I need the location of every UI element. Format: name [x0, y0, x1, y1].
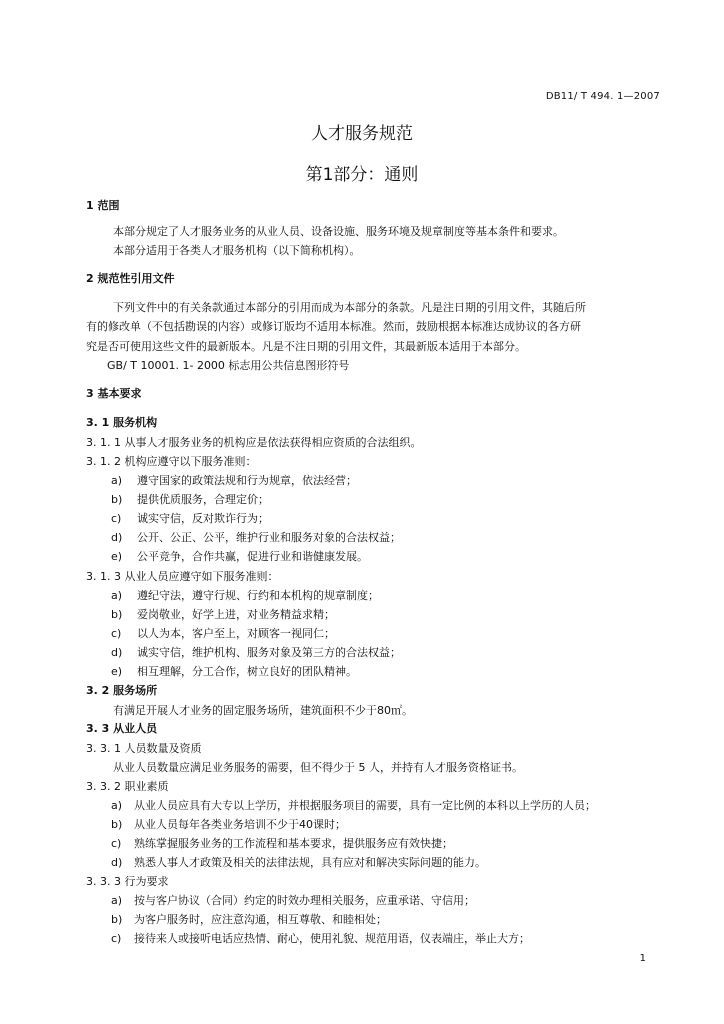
list-item-text: 按与客户协议（合同）约定的时效办理相关服务，应重承诺、守信用；	[134, 894, 475, 907]
list-item-label: a)	[111, 799, 123, 812]
section-3-2-para: 有满足开展人才业务的固定服务场所，建筑面积不少于80㎡。	[113, 704, 413, 717]
section-3-3-heading: 3. 3 从业人员	[86, 722, 158, 735]
list-item-text: 诚实守信，反对欺诈行为；	[137, 512, 269, 525]
list-item-label: e)	[111, 665, 123, 678]
document-title: 人才服务规范	[311, 124, 413, 144]
section-3-1-3: 3. 1. 3 从业人员应遵守如下服务准则：	[86, 570, 279, 583]
section-2-reference: GB/ T 10001. 1- 2000 标志用公共信息图形符号	[107, 359, 350, 372]
section-3-3-1-para: 从业人员数量应满足业务服务的需要，但不得少于 5 人，并持有人才服务资格证书。	[113, 761, 523, 774]
list-item-text: 公平竞争，合作共赢，促进行业和谐健康发展。	[137, 550, 368, 563]
list-item-text: 从业人员每年各类业务培训不少于40课时；	[134, 818, 346, 831]
list-item-label: a)	[111, 474, 123, 487]
list-item-label: d)	[111, 856, 123, 869]
list-item-label: c)	[111, 627, 122, 640]
list-item-label: a)	[111, 589, 123, 602]
section-3-3-3: 3. 3. 3 行为要求	[86, 875, 169, 888]
list-item-label: d)	[111, 531, 123, 544]
section-2-para-line-1: 下列文件中的有关条款通过本部分的引用而成为本部分的条款。凡是注日期的引用文件，其随后所	[113, 301, 586, 314]
section-2-para-line-3: 究是否可使用这些文件的最新版本。凡是不注日期的引用文件，其最新版本适用于本部分。	[86, 340, 526, 353]
list-item-label: c)	[111, 932, 122, 945]
list-item-text: 提供优质服务，合理定价；	[137, 493, 269, 506]
list-item-text: 爱岗敬业，好学上进，对业务精益求精；	[137, 608, 335, 621]
list-item-text: 熟悉人事人才政策及相关的法律法规，具有应对和解决实际问题的能力。	[134, 856, 486, 869]
section-1-heading: 1 范围	[86, 199, 120, 212]
list-item-text: 遵守国家的政策法规和行为规章，依法经营；	[137, 474, 357, 487]
list-item-text: 熟练掌握服务业务的工作流程和基本要求，提供服务应有效快捷；	[134, 837, 453, 850]
list-item-text: 诚实守信，维护机构、服务对象及第三方的合法权益；	[137, 646, 401, 659]
list-item-label: b)	[111, 493, 123, 506]
section-3-1-heading: 3. 1 服务机构	[86, 416, 158, 429]
list-item-label: e)	[111, 550, 123, 563]
list-item-label: d)	[111, 646, 123, 659]
section-3-3-1: 3. 3. 1 人员数量及资质	[86, 742, 202, 755]
list-item-label: b)	[111, 913, 123, 926]
page-number: 1	[639, 953, 646, 964]
standard-code: DB11/ T 494. 1—2007	[545, 91, 660, 102]
list-item-text: 从业人员应具有大专以上学历，并根据服务项目的需要，具有一定比例的本科以上学历的人员；	[134, 799, 596, 812]
section-2-para-line-2: 有的修改单（不包括勘误的内容）或修订版均不适用本标准。然而，鼓励根据本标准达成协议的各方研	[86, 320, 581, 333]
section-3-1-1: 3. 1. 1 从事人才服务业务的机构应是依法获得相应资质的合法组织。	[86, 436, 422, 449]
section-3-heading: 3 基本要求	[86, 387, 142, 400]
list-item-label: b)	[111, 608, 123, 621]
list-item-label: a)	[111, 894, 123, 907]
section-3-3-2: 3. 3. 2 职业素质	[86, 780, 169, 793]
document-subtitle: 第1部分：通则	[305, 165, 419, 185]
list-item-text: 公开、公正、公平，维护行业和服务对象的合法权益；	[137, 531, 401, 544]
section-3-1-2: 3. 1. 2 机构应遵守以下服务准则：	[86, 455, 257, 468]
list-item-label: c)	[111, 512, 122, 525]
list-item-text: 遵纪守法，遵守行规、行约和本机构的规章制度；	[137, 589, 379, 602]
list-item-text: 以人为本，客户至上，对顾客一视同仁；	[137, 627, 335, 640]
section-1-para-1: 本部分规定了人才服务业务的从业人员、设备设施、服务环境及规章制度等基本条件和要求。	[113, 225, 564, 238]
list-item-text: 为客户服务时，应注意沟通，相互尊敬、和睦相处；	[134, 913, 387, 926]
list-item-text: 相互理解，分工合作，树立良好的团队精神。	[137, 665, 357, 678]
list-item-label: c)	[111, 837, 122, 850]
list-item-label: b)	[111, 818, 123, 831]
list-item-text: 接待来人或接听电话应热情、耐心，使用礼貌、规范用语，仪表端庄，举止大方；	[134, 932, 530, 945]
section-3-2-heading: 3. 2 服务场所	[86, 684, 158, 697]
section-2-heading: 2 规范性引用文件	[86, 272, 175, 285]
section-1-para-2: 本部分适用于各类人才服务机构（以下简称机构）。	[113, 244, 361, 257]
